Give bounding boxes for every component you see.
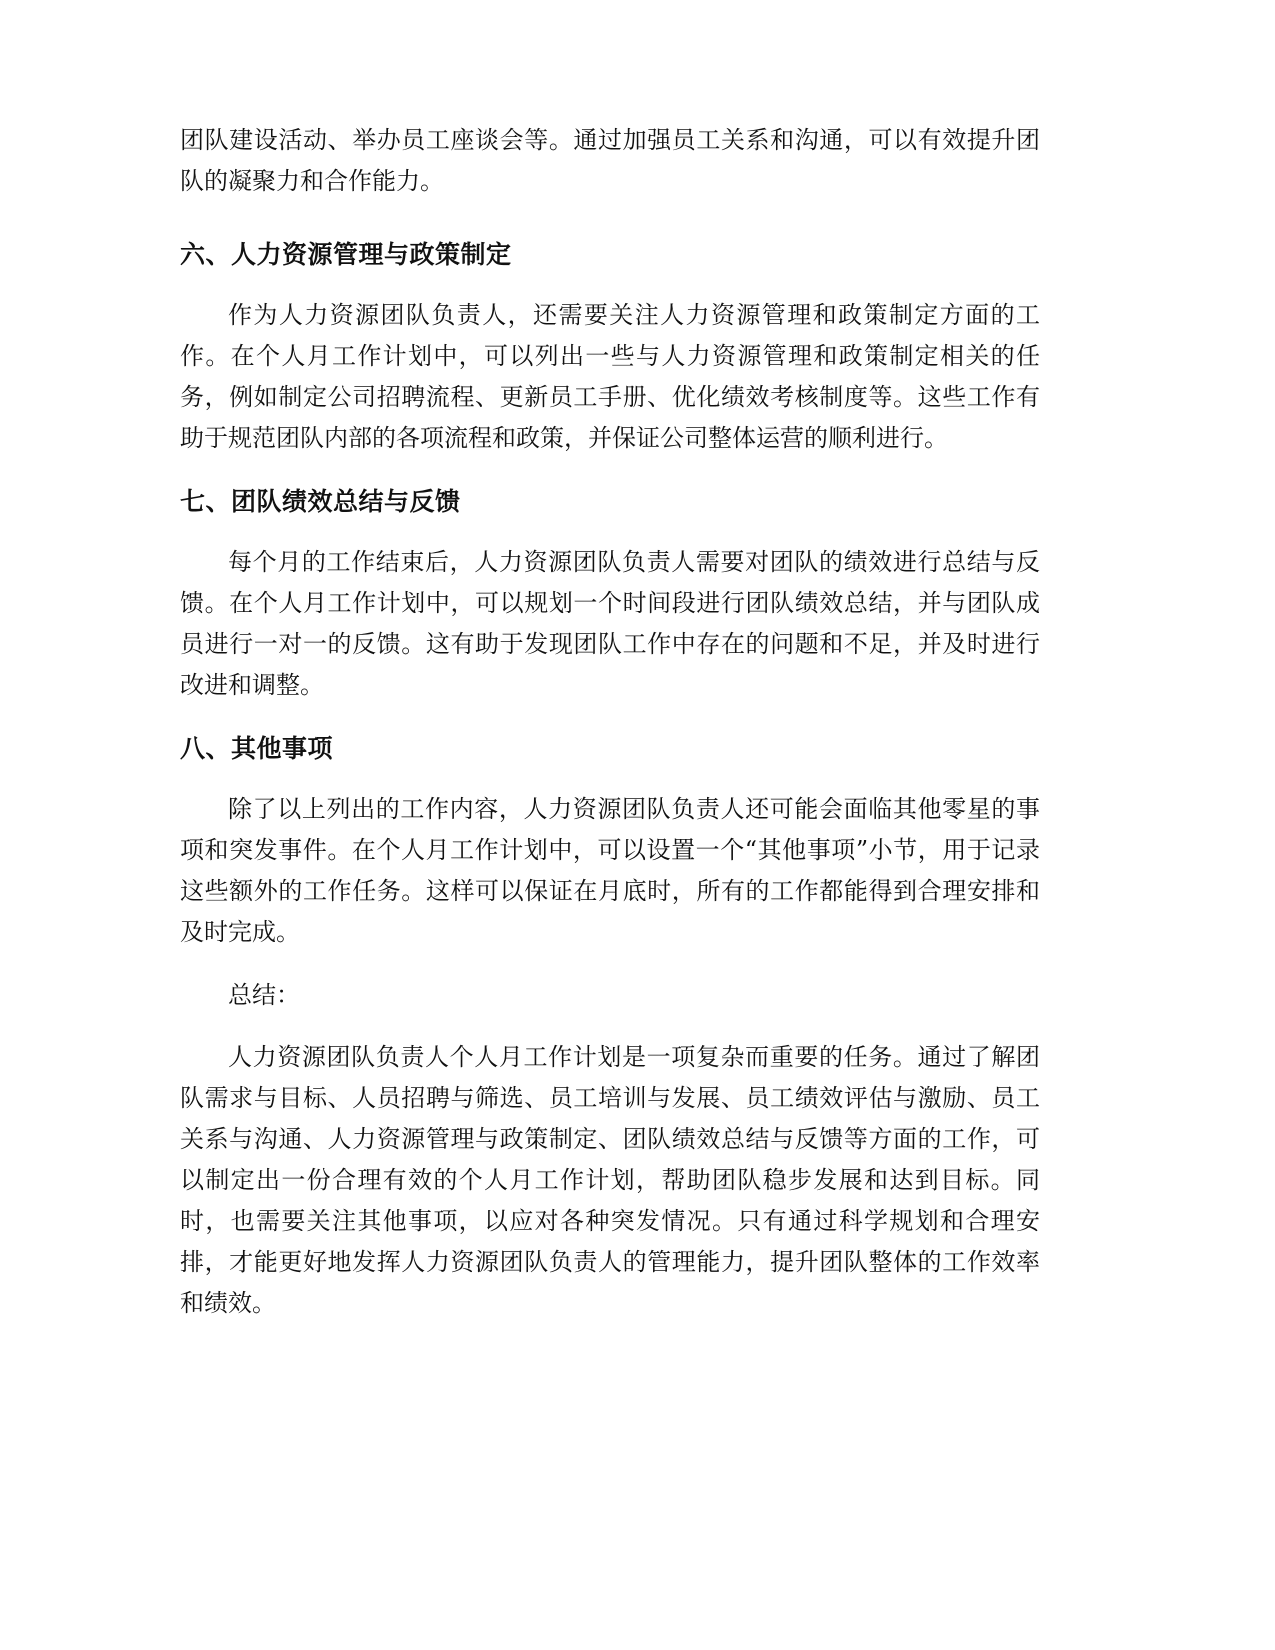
summary-label: 总结： — [228, 981, 300, 1009]
section-heading-7: 七、团队绩效总结与反馈 — [180, 487, 461, 516]
section-heading-8: 八、其他事项 — [180, 734, 334, 763]
section-body-8: 除了以上列出的工作内容，人力资源团队负责人还可能会面临其他零星的事项和突发事件。在个人月工作计划中，可以设置一个“其他事项”小节，用于记录这些额外的工作任务。这样可以保证在月底时，所有的工作都能得到合理安排和及时完成。 — [180, 795, 1040, 946]
document-page — [180, 120, 1040, 1324]
continued-paragraph: 团队建设活动、举办员工座谈会等。通过加强员工关系和沟通，可以有效提升团队的凝聚力和合作能力。 — [180, 126, 1040, 195]
section-body-7: 每个月的工作结束后，人力资源团队负责人需要对团队的绩效进行总结与反馈。在个人月工作计划中，可以规划一个时间段进行团队绩效总结，并与团队成员进行一对一的反馈。这有助于发现团队工作中存在的问题和不足，并及时进行改进和调整。 — [180, 548, 1040, 699]
section-body-6: 作为人力资源团队负责人，还需要关注人力资源管理和政策制定方面的工作。在个人月工作计划中，可以列出一些与人力资源管理和政策制定相关的任务，例如制定公司招聘流程、更新员工手册、优化绩效考核制度等。这些工作有助于规范团队内部的各项流程和政策，并保证公司整体运营的顺利进行。 — [180, 301, 1040, 452]
summary-paragraph: 人力资源团队负责人个人月工作计划是一项复杂而重要的任务。通过了解团队需求与目标、人员招聘与筛选、员工培训与发展、员工绩效评估与激励、员工关系与沟通、人力资源管理与政策制定、团队绩效总结与反馈等方面的工作，可以制定出一份合理有效的个人月工作计划，帮助团队稳步发展和达到目标。同时，也需要关注其他事项，以应对各种突发情况。只有通过科学规划和合理安排，才能更好地发挥人力资源团队负责人的管理能力，提升团队整体的工作效率和绩效。 — [180, 1043, 1040, 1317]
section-heading-6: 六、人力资源管理与政策制定 — [180, 240, 512, 269]
